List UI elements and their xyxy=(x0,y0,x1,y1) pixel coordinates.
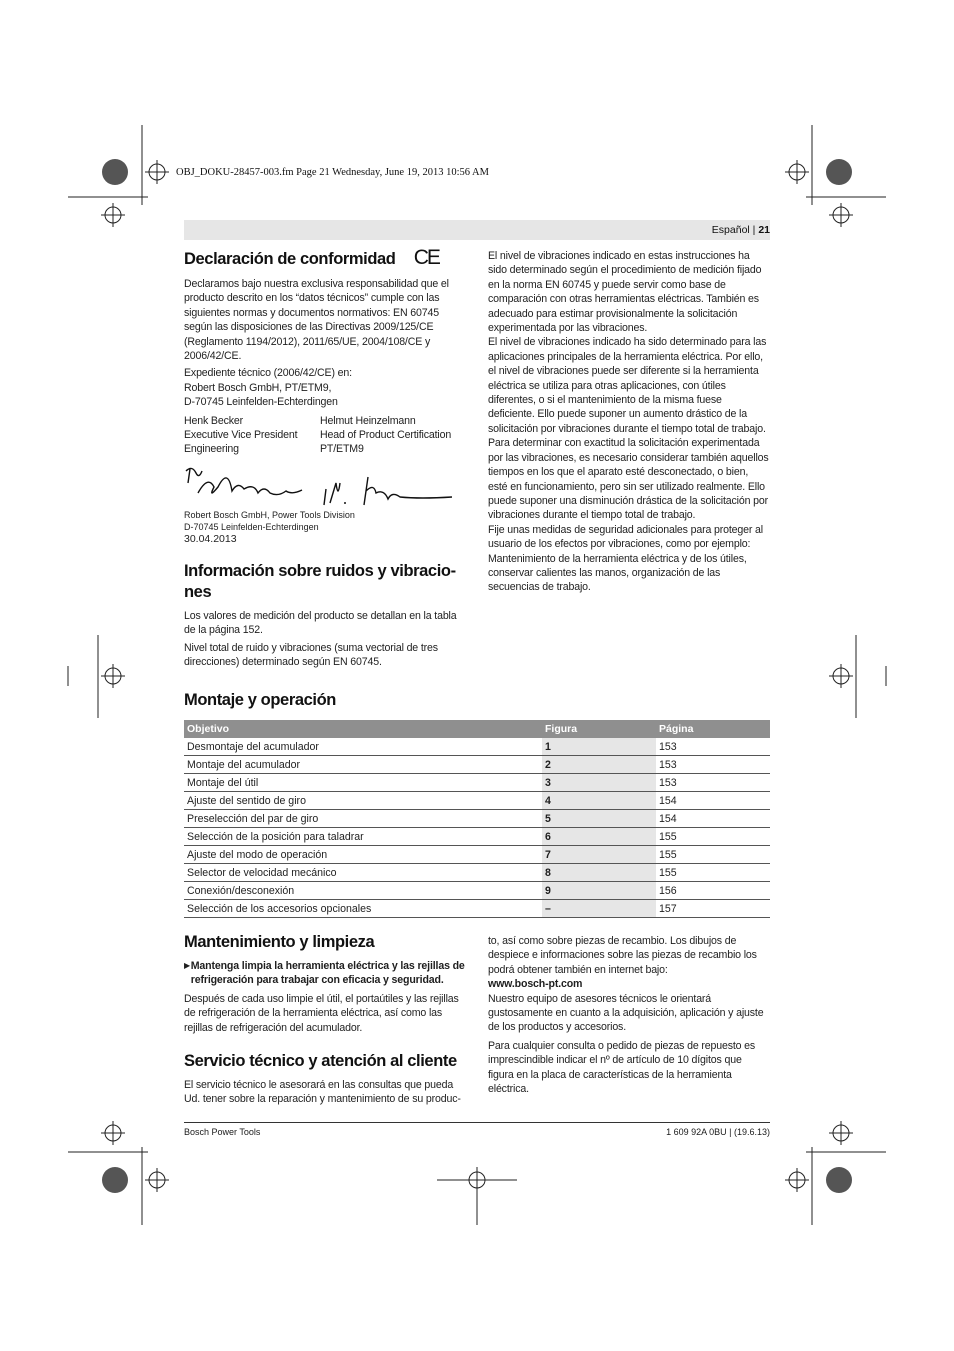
row-objective: Ajuste del sentido de giro xyxy=(184,792,542,810)
table-row xyxy=(184,792,770,810)
row-figure: 3 xyxy=(542,774,656,792)
row-objective: Montaje del útil xyxy=(184,774,542,792)
assembly-table xyxy=(184,720,770,918)
row-page: 153 xyxy=(656,756,770,774)
assembly-title: Montaje y operación xyxy=(184,691,336,709)
row-figure: 6 xyxy=(542,828,656,846)
row-figure: 5 xyxy=(542,810,656,828)
row-objective: Selector de velocidad mecánico xyxy=(184,864,542,882)
table-row xyxy=(184,864,770,882)
signer-1: Henk Becker Executive Vice President Engineering xyxy=(184,414,298,456)
row-figure: 9 xyxy=(542,882,656,900)
row-page: 155 xyxy=(656,864,770,882)
row-page: 156 xyxy=(656,882,770,900)
row-figure: 1 xyxy=(542,738,656,756)
signers xyxy=(184,414,466,457)
maintenance-section xyxy=(184,932,466,1107)
table-row xyxy=(184,900,770,918)
vibration-para-3: Para determinar con exactitud la solicitación experimentada por las vibraciones, es necesario considerar también aquellos tiempos en los que el aparato esté desconectado, o bien, esté en funcionamiento, pero sin ser utilizado realmente. Ello puede suponer una disminución drástica de la solicitación por vibraciones durante el tiempo total de trabajo. xyxy=(488,437,769,522)
page-label: Español | 21 xyxy=(711,224,770,236)
table-row xyxy=(184,756,770,774)
row-objective: Selección de los accesorios opcionales xyxy=(184,900,542,918)
page-number: 21 xyxy=(758,224,770,236)
vibration-para-4: Fije unas medidas de seguridad adicionales para proteger al usuario de los efectos por vibraciones, como por ejemplo: Mantenimiento de la herramienta eléctrica y de los útiles, conservar calientes las manos, organización de las secuencias de trabajo. xyxy=(488,523,764,594)
conformity-title: Declaración de conformidad CE xyxy=(184,246,439,269)
conformity-para: Declaramos bajo nuestra exclusiva responsabilidad que el producto descrito en los “datos técnicos” cumple con las siguientes normas y documentos normativos: EN 60745 según las disposiciones de las Directivas 2009/125/CE (Reglamento 1194/2012), 2011/65/UE, 2004/108/CE y 2006/42/CE. xyxy=(184,278,449,363)
noise-title: Información sobre ruidos y vibracio- nes xyxy=(184,561,456,601)
vibration-para-1: El nivel de vibraciones indicado en estas instrucciones ha sido determinado según el procedimiento de medición fijado en la norma EN 60745 y puede servir como base de comparación con otras herramientas eléctricas. También es adecuado para estimar provisionalmente la solicitación experimentada por las vibraciones. xyxy=(488,250,762,335)
vibration-para-2: El nivel de vibraciones indicado ha sido determinado para las aplicaciones principales de la herramienta eléctrica. Por ello, el nivel de vibraciones puede ser diferente si la herramienta eléctrica se utiliza para otras aplicaciones, con útiles diferentes, o si el mantenimiento de la misma fuese deficiente. Ello puede suponer un aumento drástico de la solicitación por vibraciones durante el tiempo total de trabajo. xyxy=(488,336,767,435)
table-row xyxy=(184,738,770,756)
maintenance-para: Después de cada uso limpie el útil, el portaútiles y las rejillas de refrigeración de la herramienta eléctrica, así como las rejillas de refrigeración del acumulador. xyxy=(184,992,459,1034)
row-figure: – xyxy=(542,900,656,918)
table-row xyxy=(184,828,770,846)
header-band xyxy=(184,220,770,240)
footer-rule xyxy=(184,1122,770,1123)
col-objective: Objetivo xyxy=(184,720,542,738)
technical-file: Expediente técnico (2006/42/CE) en: Robert Bosch GmbH, PT/ETM9, D-70745 Leinfelden-Echterdingen xyxy=(184,367,352,409)
row-page: 153 xyxy=(656,738,770,756)
maintenance-title: Mantenimiento y limpieza xyxy=(184,933,375,951)
service-para-1: El servicio técnico le asesorará en las consultas que pueda Ud. tener sobre la reparación y mantenimiento de su produc- xyxy=(184,1079,461,1106)
footer-left: Bosch Power Tools xyxy=(184,1127,261,1137)
conformity-section xyxy=(184,247,466,670)
ce-mark-icon: CE xyxy=(413,246,439,269)
row-objective: Preselección del par de giro xyxy=(184,810,542,828)
row-figure: 8 xyxy=(542,864,656,882)
table-header-row xyxy=(184,720,770,738)
row-figure: 4 xyxy=(542,792,656,810)
row-objective: Ajuste del modo de operación xyxy=(184,846,542,864)
noise-para-2: Nivel total de ruido y vibraciones (suma vectorial de tres direcciones) determinado según EN 60745. xyxy=(184,641,438,669)
print-info: OBJ_DOKU-28457-003.fm Page 21 Wednesday, June 19, 2013 10:56 AM xyxy=(176,167,489,178)
row-page: 154 xyxy=(656,810,770,828)
table-row xyxy=(184,846,770,864)
language-label: Español xyxy=(711,224,750,236)
row-figure: 7 xyxy=(542,846,656,864)
service-para-2: Nuestro equipo de asesores técnicos le orientará gustosamente en cuanto a la adquisición, aplicación y ajuste de los productos y accesorios. xyxy=(488,992,764,1034)
service-continued xyxy=(488,934,770,1096)
signature-image xyxy=(184,463,466,509)
row-page: 153 xyxy=(656,774,770,792)
noise-para-1: Los valores de medición del producto se detallan en la tabla de la página 152. xyxy=(184,609,457,637)
col-page: Página xyxy=(656,720,770,738)
row-page: 155 xyxy=(656,846,770,864)
col-figure: Figura xyxy=(542,720,656,738)
table-row xyxy=(184,774,770,792)
vibration-section xyxy=(488,249,770,595)
service-para-3: Para cualquier consulta o pedido de piezas de repuesto es imprescindible indicar el nº de artículo de 10 dígitos que figura en la placa de características de la herramienta eléctrica. xyxy=(488,1039,756,1096)
service-url: www.bosch-pt.com xyxy=(488,978,583,991)
row-objective: Desmontaje del acumulador xyxy=(184,738,542,756)
row-page: 154 xyxy=(656,792,770,810)
row-objective: Selección de la posición para taladrar xyxy=(184,828,542,846)
footer-right: 1 609 92A 0BU | (19.6.13) xyxy=(666,1127,770,1137)
maintenance-bullet: ▶ Mantenga limpia la herramienta eléctrica y las rejillas de refrigeración para trabajar con eficacia y seguridad. xyxy=(184,960,465,987)
triangle-bullet-icon: ▶ xyxy=(184,961,191,970)
row-objective: Conexión/desconexión xyxy=(184,882,542,900)
company-address: Robert Bosch GmbH, Power Tools Division D-70745 Leinfelden-Echterdingen 30.04.2013 xyxy=(184,509,355,545)
row-objective: Montaje del acumulador xyxy=(184,756,542,774)
signer-2: Helmut Heinzelmann Head of Product Certification PT/ETM9 xyxy=(320,414,452,456)
table-row xyxy=(184,810,770,828)
row-page: 155 xyxy=(656,828,770,846)
service-para-1-cont: to, así como sobre piezas de recambio. Los dibujos de despiece e informaciones sobre las piezas de recambio los podrá obtener también en internet bajo: xyxy=(488,935,757,976)
table-row xyxy=(184,882,770,900)
row-page: 157 xyxy=(656,900,770,918)
row-figure: 2 xyxy=(542,756,656,774)
service-title: Servicio técnico y atención al cliente xyxy=(184,1052,457,1071)
